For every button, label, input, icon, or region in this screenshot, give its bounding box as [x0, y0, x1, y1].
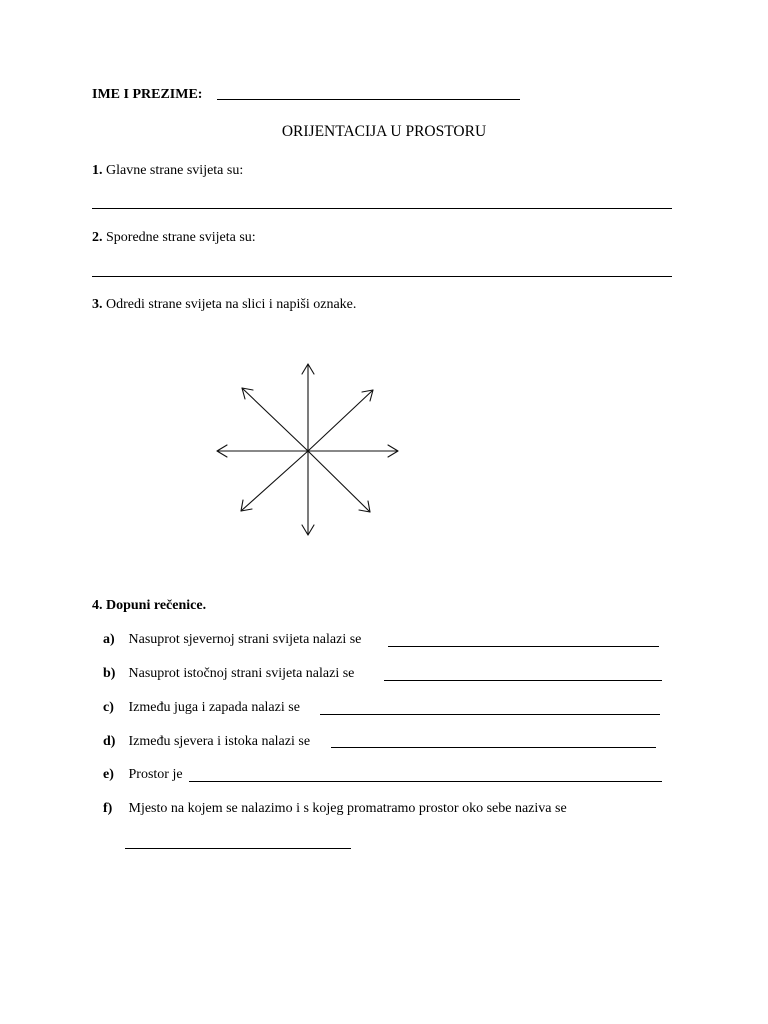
sentence-a [103, 632, 361, 648]
question-3-number: 3. [92, 297, 103, 312]
sentence-e-blank[interactable] [189, 781, 662, 782]
question-2 [92, 230, 256, 246]
question-1 [92, 163, 243, 179]
sentence-a-label: a) [103, 632, 115, 647]
question-3 [92, 297, 356, 313]
sentence-d-text: Između sjevera i istoka nalazi se [128, 734, 311, 749]
sentence-f [103, 801, 567, 817]
sentence-d-blank[interactable] [331, 747, 656, 748]
question-1-text: Glavne strane svijeta su: [106, 163, 244, 178]
question-4-number: 4. [92, 598, 103, 613]
sentence-d [103, 734, 310, 750]
question-1-number: 1. [92, 163, 103, 178]
sentence-b-label: b) [103, 666, 116, 681]
sentence-c [103, 700, 300, 716]
sentence-d-label: d) [103, 734, 116, 749]
sentence-e [103, 767, 183, 783]
sentence-b [103, 666, 354, 682]
sentence-c-label: c) [103, 700, 114, 715]
arrow-northwest [242, 388, 308, 451]
sentence-b-blank[interactable] [384, 680, 662, 681]
arrow-southwest [241, 451, 308, 511]
compass-arrows-icon [210, 355, 410, 545]
answer-line-1[interactable] [92, 208, 672, 209]
sentence-e-text: Prostor je [128, 767, 183, 782]
sentence-c-blank[interactable] [320, 714, 660, 715]
name-label: IME I PREZIME: [92, 87, 203, 102]
sentence-a-text: Nasuprot sjevernoj strani svijeta nalazi se [128, 632, 362, 647]
answer-line-2[interactable] [92, 276, 672, 277]
arrow-northeast [308, 390, 373, 451]
page-title: ORIJENTACIJA U PROSTORU [281, 123, 487, 140]
question-4-text: Dopuni rečenice. [106, 598, 207, 613]
sentence-f-label: f) [103, 801, 113, 816]
question-2-number: 2. [92, 230, 103, 245]
sentence-e-label: e) [103, 767, 114, 782]
sentence-f-blank[interactable] [125, 848, 351, 849]
sentence-f-text: Mjesto na kojem se nalazimo i s kojeg promatramo prostor oko sebe naziva se [128, 801, 567, 816]
arrow-southeast [308, 451, 370, 512]
question-4 [92, 598, 206, 614]
sentence-c-text: Između juga i zapada nalazi se [128, 700, 300, 715]
sentence-b-text: Nasuprot istočnoj strani svijeta nalazi se [128, 666, 355, 681]
question-3-text: Odredi strane svijeta na slici i napiši oznake. [106, 297, 357, 312]
sentence-a-blank[interactable] [388, 646, 659, 647]
name-input-line[interactable] [217, 99, 520, 100]
question-2-text: Sporedne strane svijeta su: [106, 230, 256, 245]
